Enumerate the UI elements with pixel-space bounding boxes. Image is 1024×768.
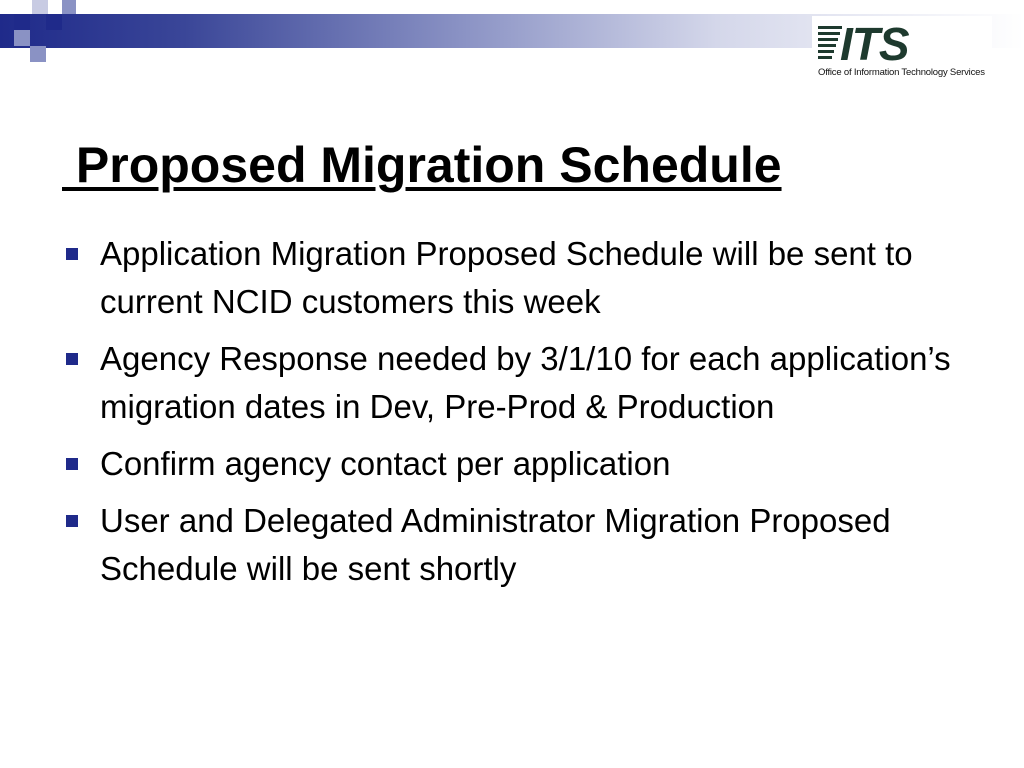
bullet-square-icon xyxy=(66,458,78,470)
bullet-text: Agency Response needed by 3/1/10 for each application’s migration dates in Dev, Pre-Prod & Production xyxy=(100,340,951,425)
svg-text:ITS: ITS xyxy=(840,20,909,64)
logo-caption: Office of Information Technology Services xyxy=(818,67,985,78)
decor-square xyxy=(14,14,30,30)
decor-square xyxy=(30,46,46,62)
bullet-item xyxy=(62,335,982,431)
decor-square xyxy=(14,30,30,46)
its-logo-icon xyxy=(818,20,926,64)
bullet-square-icon xyxy=(66,248,78,260)
bullet-item xyxy=(62,440,982,488)
bullet-square-icon xyxy=(66,353,78,365)
decor-square xyxy=(32,0,48,14)
bullet-text: Confirm agency contact per application xyxy=(100,445,671,482)
bullet-item xyxy=(62,230,982,326)
bullet-item xyxy=(62,497,982,593)
bullet-text: User and Delegated Administrator Migration Proposed Schedule will be sent shortly xyxy=(100,502,891,587)
its-logo xyxy=(812,16,992,84)
bullet-list xyxy=(62,230,982,602)
decor-square xyxy=(46,14,62,30)
bullet-square-icon xyxy=(66,515,78,527)
slide-title: Proposed Migration Schedule xyxy=(62,137,782,193)
decor-square xyxy=(62,0,76,14)
bullet-text: Application Migration Proposed Schedule will be sent to current NCID customers this week xyxy=(100,235,913,320)
